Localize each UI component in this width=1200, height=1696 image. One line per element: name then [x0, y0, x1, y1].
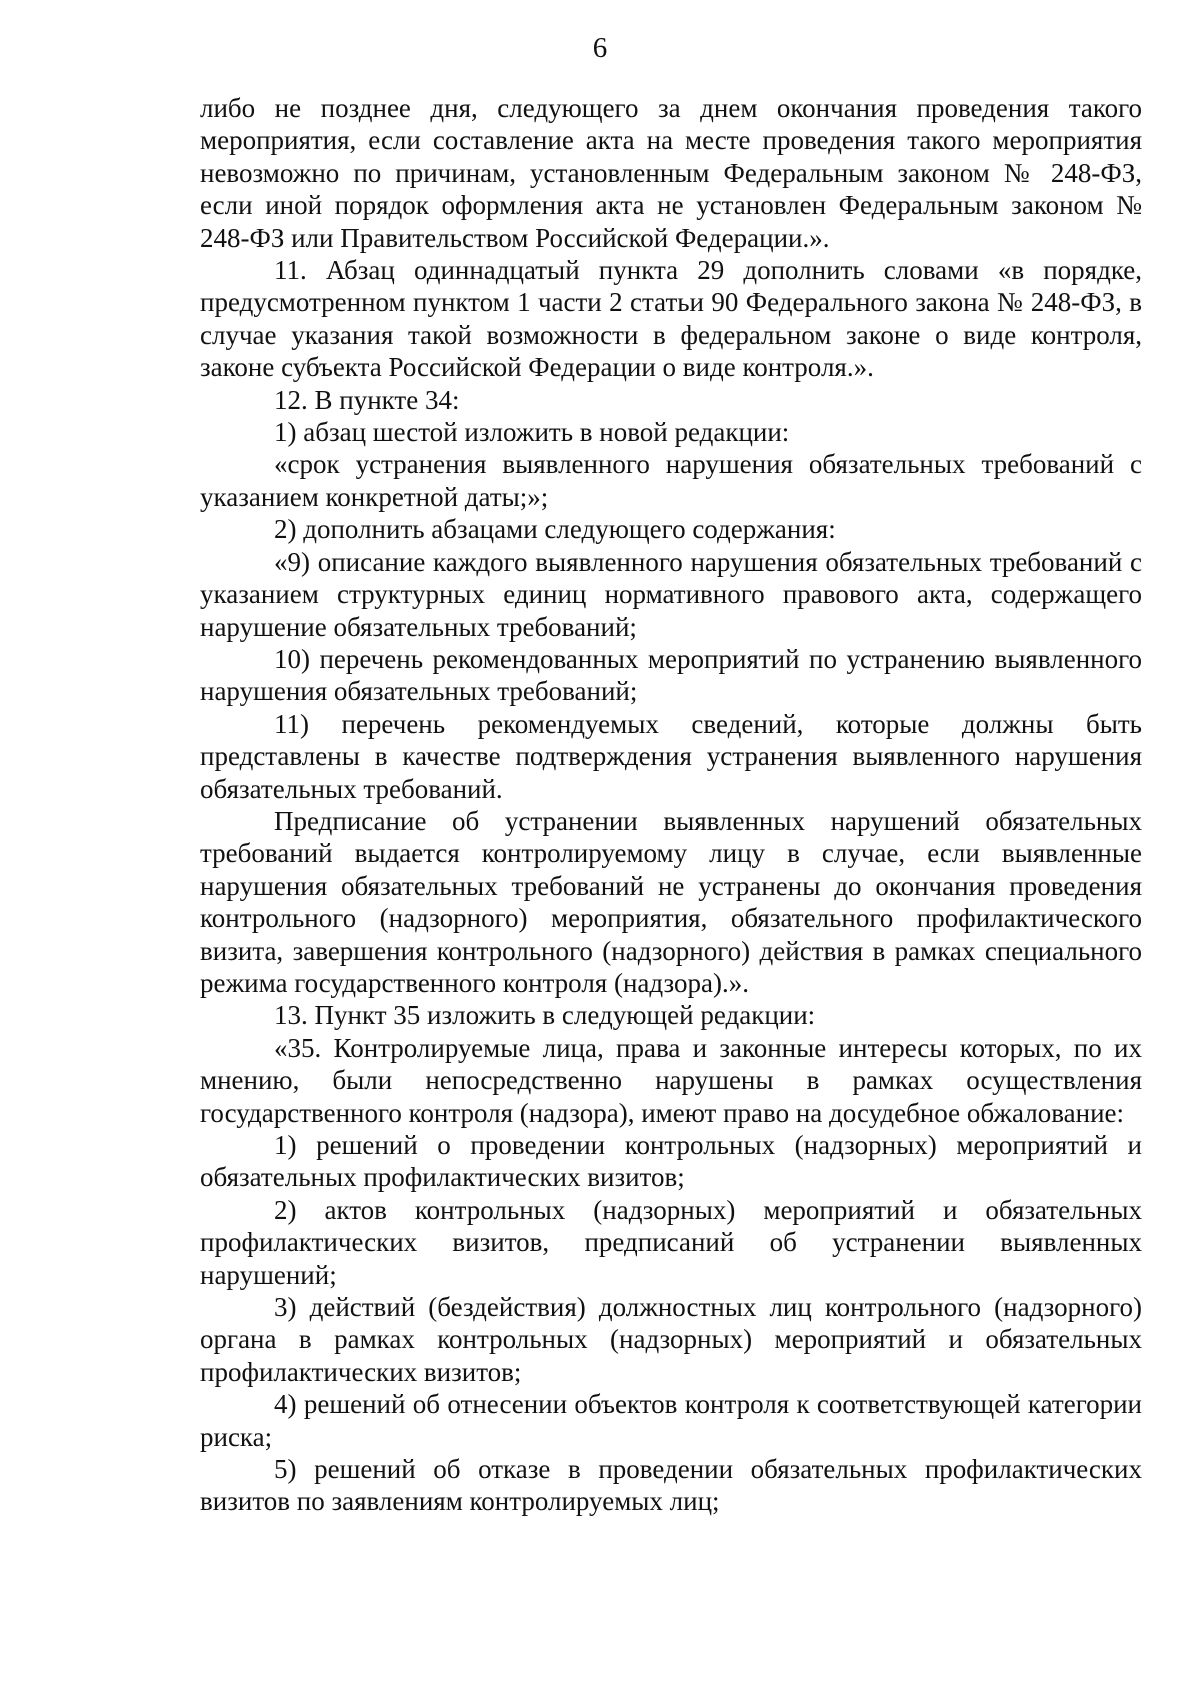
paragraph-appeal-1: 1) решений о проведении контрольных (надзорных) мероприятий и обязательных профилактических визитов; — [200, 1130, 1142, 1193]
paragraph-item-13: 13. Пункт 35 изложить в следующей редакции: — [274, 1000, 816, 1031]
paragraph-subitem-1: 1) абзац шестой изложить в новой редакции: — [274, 417, 790, 448]
paragraph-quoted-deadline: «срок устранения выявленного нарушения обязательных требований с указанием конкретной даты;»; — [200, 449, 1142, 512]
paragraph-appeal-5: 5) решений об отказе в проведении обязательных профилактических визитов по заявлениям контролируемых лиц; — [200, 1454, 1142, 1517]
paragraph-appeal-2: 2) актов контрольных (надзорных) мероприятий и обязательных профилактических визитов, предписаний об устранении выявленных нарушений; — [200, 1194, 1142, 1290]
paragraph-continuation: либо не позднее дня, следующего за днем окончания проведения такого мероприятия, если составление акта на месте проведения такого мероприятия невозможно по причинам, установленным Федеральным законом № 248-ФЗ, если иной порядок оформления акта не установлен Федеральным законом № 248-ФЗ или Правительством Российской Федерации.». — [200, 93, 1142, 253]
paragraph-clause-11: 11) перечень рекомендуемых сведений, которые должны быть представлены в качестве подтверждения устранения выявленного нарушения обязательных требований. — [200, 708, 1142, 804]
paragraph-item-12: 12. В пункте 34: — [274, 384, 460, 415]
paragraph-appeal-3: 3) действий (бездействия) должностных лиц контрольного (надзорного) органа в рамках контрольных (надзорных) мероприятий и обязательных профилактических визитов; — [200, 1292, 1142, 1387]
document-body — [200, 92, 1142, 1518]
paragraph-clause-10: 10) перечень рекомендованных мероприятий по устранению выявленного нарушения обязательных требований; — [200, 643, 1142, 707]
paragraph-appeal-4: 4) решений об отнесении объектов контроля к соответствующей категории риска; — [200, 1389, 1142, 1452]
paragraph-subitem-2: 2) дополнить абзацами следующего содержания: — [274, 514, 836, 545]
paragraph-clause-9: «9) описание каждого выявленного нарушения обязательных требований с указанием структурных единиц нормативного правового акта, содержащего нарушение обязательных требований; — [200, 546, 1142, 642]
paragraph-prescription: Предписание об устранении выявленных нарушений обязательных требований выдается контролируемому лицу в случае, если выявленные нарушения обязательных требований не устранены до окончания проведения контрольного (надзорного) мероприятия, обязательного профилактического визита, завершения контрольного (надзорного) действия в рамках специального режима государственного контроля (надзора).». — [200, 805, 1142, 998]
paragraph-item-11: 11. Абзац одиннадцатый пункта 29 дополнить словами «в порядке, предусмотренном пунктом 1 части 2 статьи 90 Федерального закона № 248-ФЗ, в случае указания такой возможности в федеральном законе о виде контроля, законе субъекта Российской Федерации о виде контроля.». — [200, 255, 1142, 383]
page-number: 6 — [592, 32, 608, 64]
paragraph-clause-35: «35. Контролируемые лица, права и законные интересы которых, по их мнению, были непосредственно нарушены в рамках осуществления государственного контроля (надзора), имеют право на досудебное обжалование: — [200, 1032, 1142, 1128]
